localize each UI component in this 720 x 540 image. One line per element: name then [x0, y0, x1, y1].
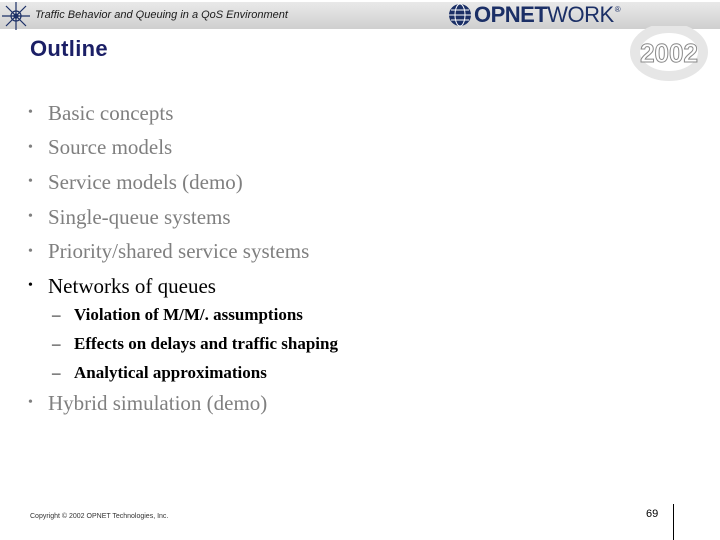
networks-sublist [52, 300, 338, 387]
bullet-icon: • [28, 105, 33, 121]
outline-item-basic-concepts [28, 96, 309, 131]
outline-item-hybrid-simulation [28, 386, 267, 420]
logo-text [474, 2, 614, 28]
year-2002-badge [628, 26, 708, 82]
slide-title: Outline [30, 36, 108, 61]
header-bar [0, 0, 720, 30]
dash-icon: – [52, 333, 61, 353]
registered-mark: ® [614, 5, 621, 14]
outline-item-label: Service models (demo) [48, 169, 243, 194]
outline-item-label: Hybrid simulation (demo) [48, 390, 268, 415]
outline-item-single-queue [28, 200, 309, 235]
logo-text-light: WORK [547, 2, 614, 27]
bullet-icon: • [28, 174, 33, 190]
logo-text-bold: OPNET [474, 2, 548, 27]
logo-globe-icon [448, 3, 472, 27]
bullet-icon: • [28, 209, 33, 225]
dash-icon: – [52, 304, 61, 324]
subitem-label: Effects on delays and traffic shaping [74, 333, 338, 353]
page-divider [673, 504, 674, 540]
outline-item-source-models [28, 131, 309, 166]
subitem-effects [52, 329, 338, 358]
bullet-icon: • [28, 278, 33, 294]
subitem-label: Violation of M/M/. assumptions [74, 304, 303, 324]
opnetwork-logo [448, 2, 621, 28]
bullet-icon: • [28, 243, 33, 259]
outline-item-label: Source models [48, 135, 173, 160]
outline-item-label: Priority/shared service systems [48, 239, 310, 264]
subitem-violation [52, 300, 338, 329]
subitem-analytical [52, 358, 338, 387]
outline-item-label: Networks of queues [48, 273, 216, 298]
subitem-label: Analytical approximations [74, 362, 267, 382]
year-badge-text: 2002 [640, 38, 698, 68]
outline-item-priority-shared [28, 234, 309, 269]
bullet-icon: • [28, 395, 33, 410]
starburst-icon [0, 0, 32, 32]
outline-item-label: Single-queue systems [48, 204, 231, 229]
outline-item-service-models [28, 165, 309, 200]
presentation-title: Traffic Behavior and Queuing in a QoS Environment [35, 9, 288, 21]
page-number: 69 [646, 508, 659, 520]
outline-list [28, 96, 309, 304]
outline-item-networks-of-queues [28, 269, 309, 304]
dash-icon: – [52, 362, 61, 382]
bullet-icon: • [28, 139, 33, 155]
outline-item-label: Basic concepts [48, 100, 174, 125]
copyright-notice: Copyright © 2002 OPNET Technologies, Inc. [30, 513, 169, 520]
